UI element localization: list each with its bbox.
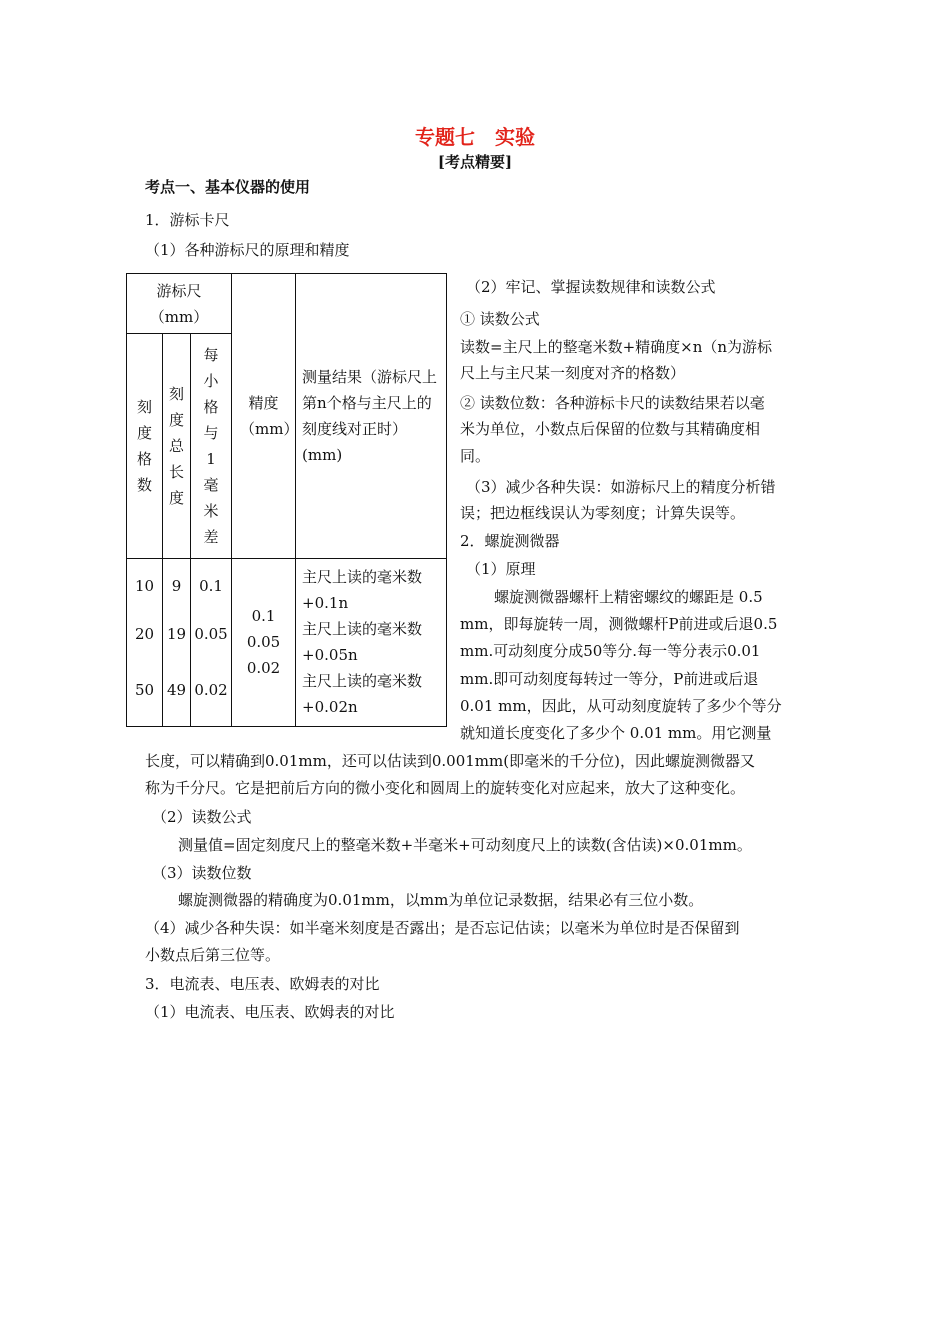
body-line: （2）读数公式	[152, 808, 252, 826]
page-title: 专题七 实验	[415, 125, 535, 149]
diff-value: 0.05	[194, 625, 228, 644]
total-value: 49	[166, 681, 187, 700]
cell-divisions	[127, 558, 163, 726]
cell-precisions	[232, 558, 296, 726]
right-line: 螺旋测微器螺杆上精密螺纹的螺距是 0.5	[494, 588, 763, 606]
vernier-table	[126, 273, 447, 727]
right-line: 尺上与主尺某一刻度对齐的格数）	[460, 364, 686, 382]
precision-value: 0.1	[251, 607, 276, 626]
header-precision-text: 精度（mm）	[240, 393, 299, 438]
right-line: （3）减少各种失误：如游标尺上的精度分析错	[466, 478, 776, 496]
body-line: 长度，可以精确到0.01mm，还可以估读到0.001mm(即毫米的千分位)，因此螺旋测微器又	[145, 752, 755, 770]
body-line: 3．电流表、电压表、欧姆表的对比	[145, 975, 380, 993]
cell-totals	[163, 558, 191, 726]
result-value: 主尺上读的毫米数+0.05n	[302, 620, 423, 665]
cell-diffs	[191, 558, 232, 726]
right-line: 读数=主尺上的整毫米数+精确度×n（n为游标	[460, 338, 773, 356]
right-line: 同。	[460, 447, 491, 465]
body-line: （1）电流表、电压表、欧姆表的对比	[145, 1003, 395, 1021]
right-line: ② 读数位数：各种游标卡尺的读数结果若以毫	[460, 394, 765, 412]
header-total-text: 刻度总长度	[168, 384, 184, 507]
right-line: 米为单位，小数点后保留的位数与其精确度相	[460, 420, 761, 438]
diff-value: 0.1	[199, 577, 223, 596]
page-subtitle: [考点精要]	[437, 153, 513, 171]
right-line: mm.可动刻度分成50等分.每一等分表示0.01	[460, 642, 761, 660]
header-diff	[191, 334, 232, 558]
cell-results	[296, 558, 447, 726]
section-heading: 考点一、基本仪器的使用	[145, 178, 311, 196]
header-result: 测量结果（游标尺上第n个格与主尺上的刻度线对正时）(mm)	[296, 274, 447, 559]
right-line: ① 读数公式	[460, 310, 540, 328]
precision-value: 0.02	[246, 659, 281, 678]
precision-value: 0.05	[246, 633, 281, 652]
body-line: （3）读数位数	[152, 864, 252, 882]
body-line: 称为千分尺。它是把前后方向的微小变化和圆周上的旋转变化对应起来，放大了这种变化。	[145, 779, 746, 797]
diff-value: 0.02	[194, 681, 228, 700]
right-line: 就知道长度变化了多少个 0.01 mm。用它测量	[460, 724, 772, 742]
right-line: 2．螺旋测微器	[460, 532, 560, 550]
division-value: 20	[134, 625, 155, 644]
division-value: 50	[134, 681, 155, 700]
result-value: 主尺上读的毫米数+0.1n	[302, 568, 423, 613]
total-value: 19	[166, 625, 187, 644]
right-line: mm，即每旋转一周，测微螺杆P前进或后退0.5	[460, 615, 778, 633]
result-value: 主尺上读的毫米数+0.02n	[302, 672, 423, 717]
header-vernier: 游标尺（mm）	[127, 274, 232, 334]
header-divisions	[127, 334, 163, 558]
header-precision	[232, 274, 299, 559]
total-value: 9	[171, 577, 182, 596]
header-divisions-text: 刻度格数	[136, 397, 152, 494]
subitem-heading: （1）各种游标尺的原理和精度	[145, 241, 350, 259]
body-line: （4）减少各种失误：如半毫米刻度是否露出；是否忘记估读；以毫米为单位时是否保留到	[145, 919, 740, 937]
header-diff-text: 每小格与1毫米差	[203, 345, 219, 546]
body-line: 螺旋测微器的精确度为0.01mm，以mm为单位记录数据，结果必有三位小数。	[178, 891, 704, 909]
division-value: 10	[134, 577, 155, 596]
body-line: 小数点后第三位等。	[145, 946, 281, 964]
right-line: mm.即可动刻度每转过一等分，P前进或后退	[460, 670, 759, 688]
right-line: 误；把边框线误认为零刻度；计算失误等。	[460, 504, 746, 522]
right-line: 0.01 mm，因此，从可动刻度旋转了多少个等分	[460, 697, 782, 715]
right-line: （1）原理	[466, 560, 536, 578]
item-heading: 1．游标卡尺	[145, 211, 230, 229]
body-line: 测量值=固定刻度尺上的整毫米数+半毫米+可动刻度尺上的读数(含估读)×0.01mm。	[178, 836, 752, 854]
header-total	[163, 334, 191, 558]
right-line: （2）牢记、掌握读数规律和读数公式	[466, 278, 716, 296]
